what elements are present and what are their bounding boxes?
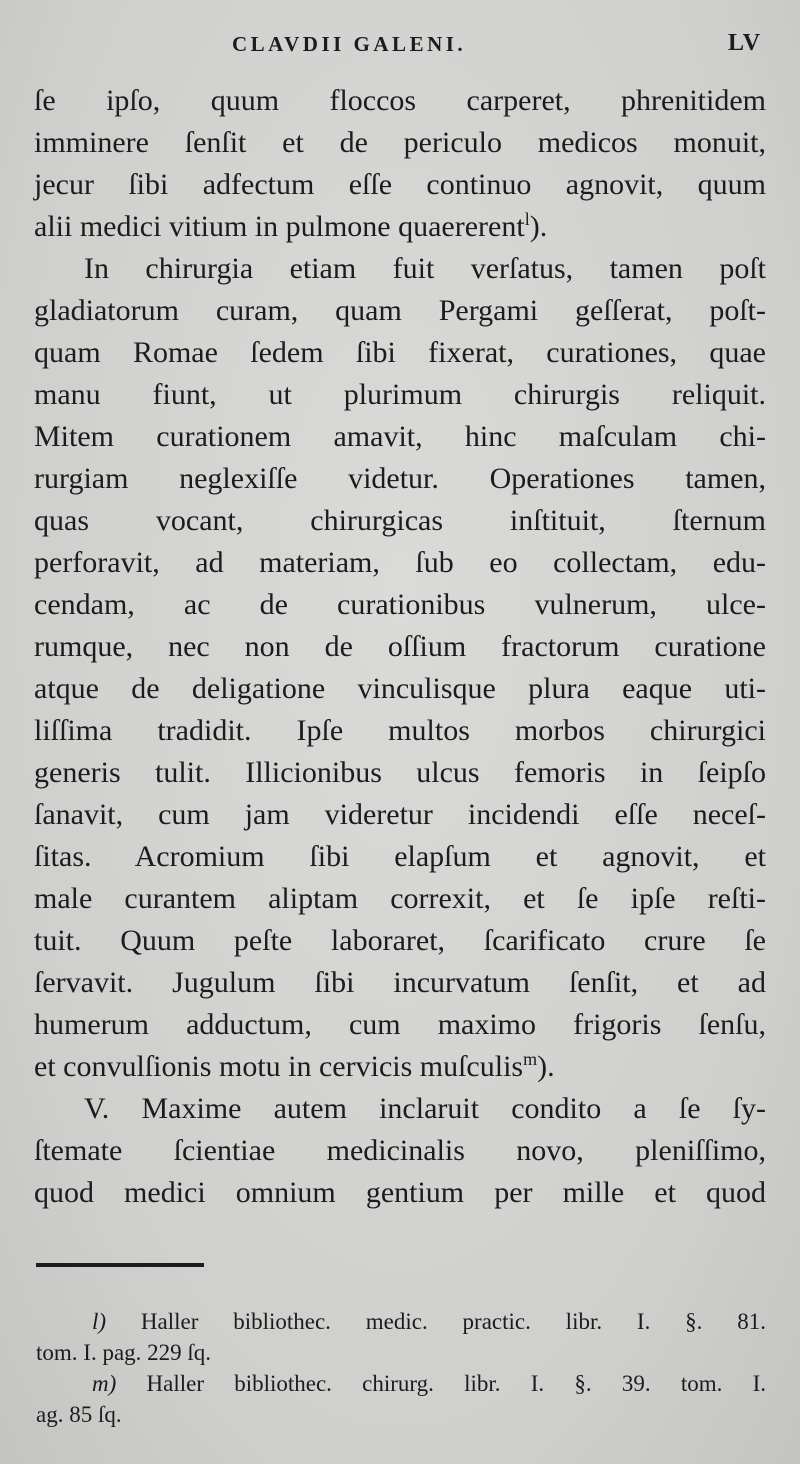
page-header (0, 26, 800, 66)
footnote-text: ag. 85 ſq. (36, 1402, 122, 1427)
footnote-ref-close: ). (529, 210, 548, 243)
footnote-mark-l: l) (92, 1309, 107, 1334)
text-line: quas vocant, chirurgicas inſtituit, ſternum (34, 504, 766, 537)
text-line (34, 206, 766, 248)
text-line: atque de deligatione vinculisque plura eaque uti- (34, 672, 766, 705)
footnote-ref-l: l (524, 209, 530, 229)
text-line: ſanavit, cum jam videretur incidendi eſſe neceſ- (34, 798, 766, 831)
footnote-text: Haller bibliothec. medic. practic. libr. I. §. 81. (140, 1309, 767, 1334)
footnote-text: tom. I. pag. 229 ſq. (36, 1340, 212, 1365)
footnote-ref-m: m (523, 1049, 538, 1069)
paragraph-start-line: In chirurgia etiam fuit verſatus, tamen poſt (84, 252, 766, 285)
text-line: ſervavit. Jugulum ſibi incurvatum ſenſit, et ad (34, 966, 766, 999)
text-line: gladiatorum curam, quam Pergami geſſerat, poſt- (34, 294, 766, 327)
text-line: perforavit, ad materiam, ſub eo collectam, edu- (34, 546, 766, 579)
text-line: jecur ſibi adfectum eſſe continuo agnovit, quum (34, 168, 766, 201)
text-line: humerum adductum, cum maximo frigoris ſenſu, (34, 1008, 766, 1041)
footnote-m (36, 1368, 766, 1399)
footnote-ref-close: ). (537, 1050, 555, 1083)
text-line: ſitas. Acromium ſibi elapſum et agnovit, et (34, 840, 766, 873)
text-line: ſe ipſo, quum floccos carperet, phrenitidem (34, 84, 766, 117)
text-line: rumque, nec non de oſſium fractorum curatione (34, 630, 766, 663)
main-text (34, 80, 766, 1214)
text-line: rurgiam neglexiſſe videtur. Operationes tamen, (34, 462, 766, 495)
footnote-divider (36, 1263, 204, 1267)
text-line: imminere ſenſit et de periculo medicos monuit, (34, 126, 766, 159)
footnote-l (36, 1306, 766, 1337)
text-line: tuit. Quum peſte laboraret, ſcarificato crure ſe (34, 924, 766, 957)
text-line: generis tulit. Illicionibus ulcus femoris in ſeipſo (34, 756, 766, 789)
footnotes (36, 1306, 766, 1430)
text-line-content: et convulſionis motu in cervicis muſculis (34, 1050, 524, 1083)
text-line: quod medici omnium gentium per mille et quod (34, 1176, 766, 1209)
text-line: ſtemate ſcientiae medicinalis novo, pleniſſimo, (34, 1134, 766, 1167)
text-line: male curantem aliptam correxit, et ſe ipſe reſti- (34, 882, 766, 915)
text-line: quam Romae ſedem ſibi fixerat, curationes, quae (34, 336, 766, 369)
running-title: CLAVDII GALENI. (232, 32, 467, 56)
text-line: liſſima tradidit. Ipſe multos morbos chirurgici (34, 714, 766, 747)
text-line: manu fiunt, ut plurimum chirurgis reliquit. (34, 378, 766, 411)
page-number: LV (728, 30, 762, 56)
footnote-text: Haller bibliothec. chirurg. libr. I. §. 39. tom. I. (146, 1371, 767, 1396)
text-line: cendam, ac de curationibus vulnerum, ulce- (34, 588, 766, 621)
text-line: Mitem curationem amavit, hinc maſculam chi- (34, 420, 766, 453)
footnote-mark-m: m) (92, 1371, 117, 1396)
text-line (34, 1046, 766, 1088)
text-line-content: alii medici vitium in pulmone quaererent (34, 210, 525, 243)
section-start-line: V. Maxime autem inclaruit condito a ſe ſy- (84, 1092, 766, 1125)
